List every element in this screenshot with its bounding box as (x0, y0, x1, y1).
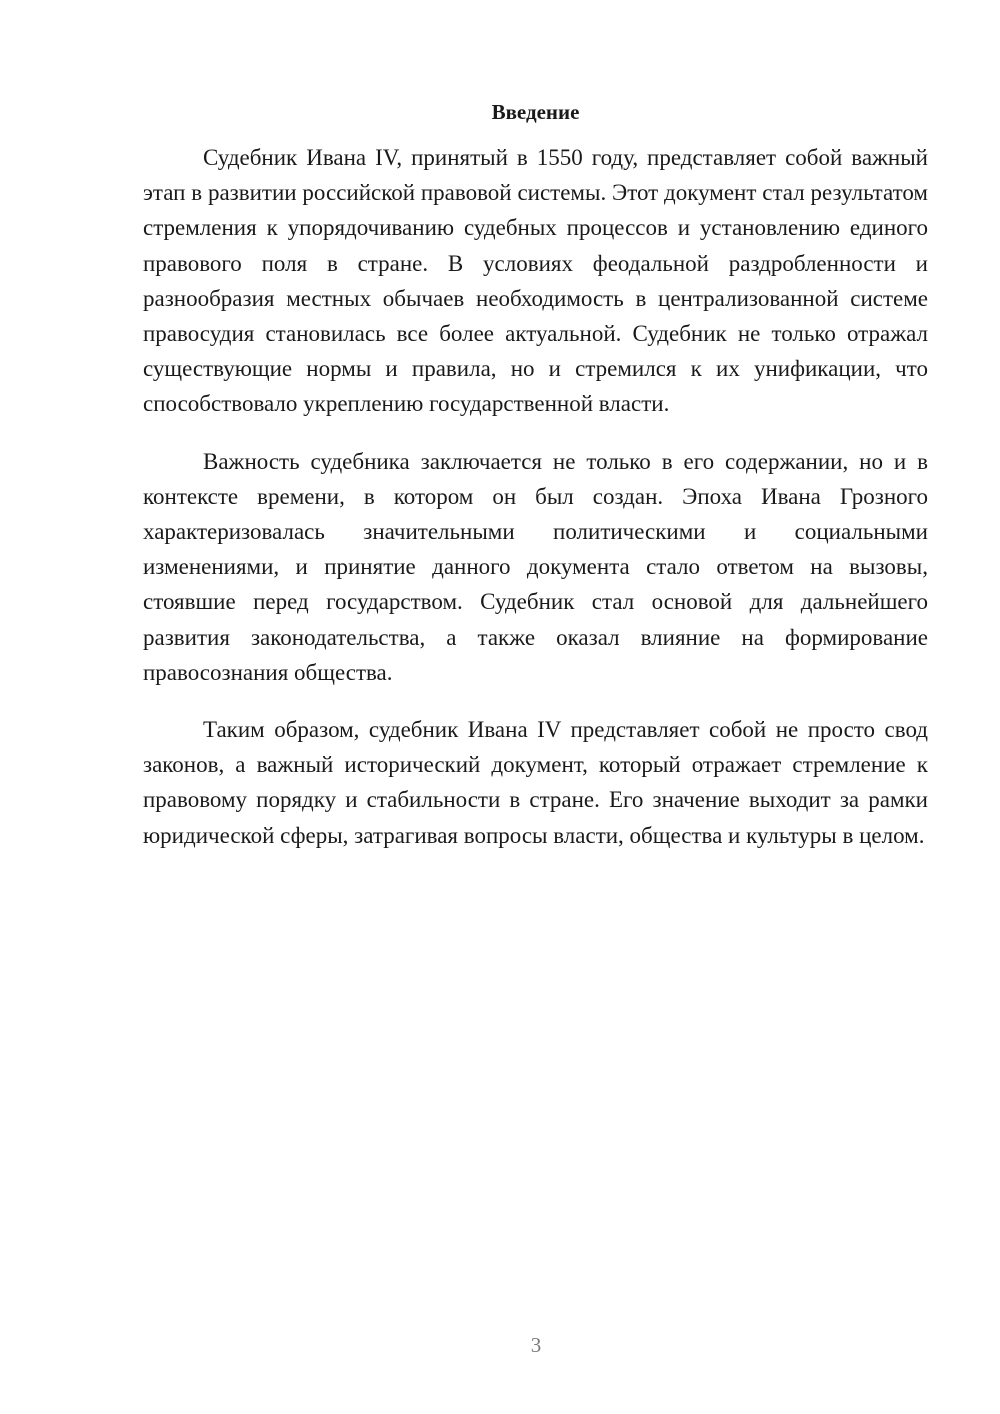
page-number: 3 (530, 1333, 542, 1357)
paragraph-2: Важность судебника заключается не только в его содержании, но и в контексте времени, в котором он был создан. Эпоха Ивана Грозного характеризовалась значительными политическими и социальными изменениями, и принятие данного документа стало ответом на вызовы, стоявшие перед государством. Судебник стал основой для дальнейшего развития законодательства, а также оказал влияние на формирование правосознания общества. (143, 448, 928, 685)
paragraph-3: Таким образом, судебник Ивана IV представляет собой не просто свод законов, а важный исторический документ, который отражает стремление к правовому порядку и стабильности в стране. Его значение выходит за рамки юридической сферы, затрагивая вопросы власти, общества и культуры в целом. (143, 717, 928, 848)
section-title: Введение (491, 100, 580, 124)
paragraph-1: Судебник Ивана IV, принятый в 1550 году, представляет собой важный этап в развитии российской правовой системы. Этот документ стал результатом стремления к упорядочиванию судебных процессов и установлению единого правового поля в стране. В условиях феодальной раздробленности и разнообразия местных обычаев необходимость в централизованной системе правосудия становилась все более актуальной. Судебник не только отражал существующие нормы и правила, но и стремился к их унификации, что способствовало укреплению государственной власти. (143, 145, 928, 417)
page-content (143, 96, 928, 875)
